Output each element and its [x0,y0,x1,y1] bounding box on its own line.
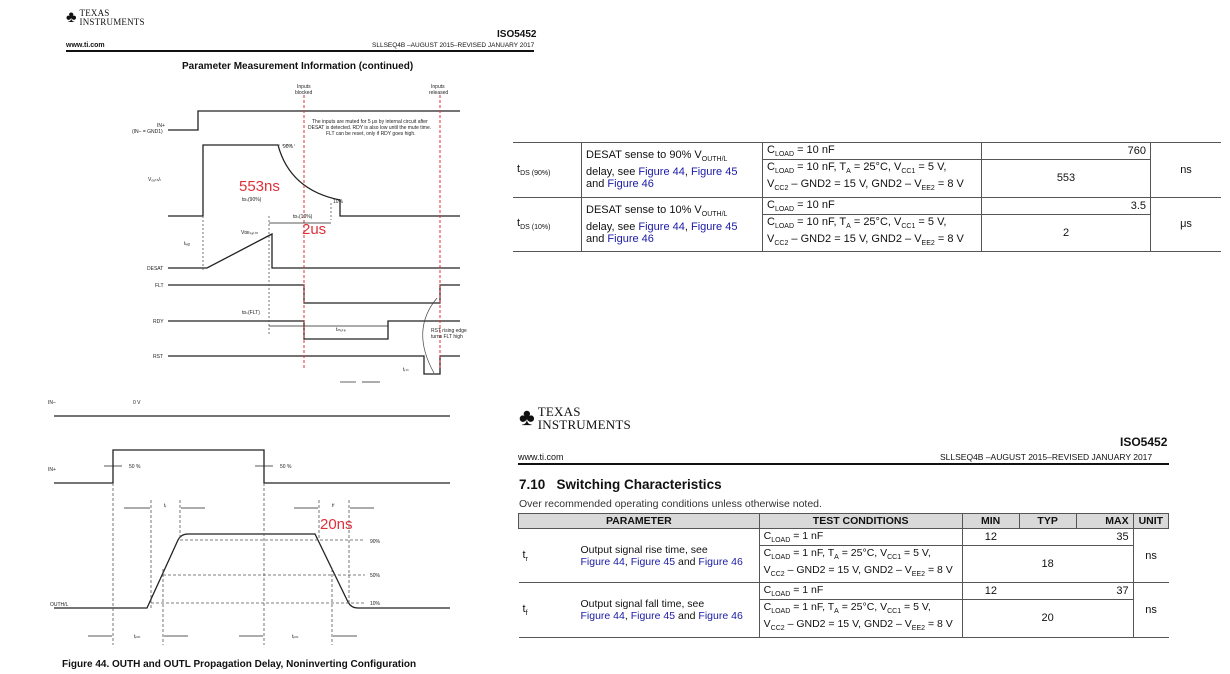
ti-logo: ♣ TEXAS INSTRUMENTS [519,404,631,432]
in-plus-label: IN+ [157,123,165,129]
svg-text:90%: 90% [283,144,294,150]
vouth-label: Vₒᵤₜₕ/ₗ [148,177,161,183]
rdy-trace [168,321,460,339]
svg-text:(IN– = GND1): (IN– = GND1) [132,129,163,135]
svg-text:tₘᵤₜₑ: tₘᵤₜₑ [336,327,346,333]
param-description: DESAT sense to 90% $V_{OUTH/L}$ delay, see Figure 44, Figure 45 and Figure 46 [582,143,763,198]
test-condition: $C_{LOAD} = 1$ nF, $T_A = 25^\circ C$, $V_{CC1} = 5$ V, $V_{CC2} - GND2 = 15$ V, $GND2 - V_{EE2} = 8$ V [759,600,962,637]
rst-note: RST rising edge [431,328,467,334]
desat-timing-diagram [0,70,500,390]
svg-text:0 V: 0 V [133,400,141,406]
table-row [513,143,1221,160]
annotation-2us: 2us [302,221,327,238]
unit: ns [1133,529,1168,583]
test-condition: $C_{LOAD} = 10$ nF, $T_A = 25^\circ C$, $V_{CC1} = 5$ V, $V_{CC2} - GND2 = 15$ V, $GND2 - V_{EE2} = 8$ V [763,160,982,197]
in-plus-label: IN+ [48,467,56,473]
col-header: MIN [962,514,1019,529]
svg-text:blocked: blocked [295,90,313,96]
switching-characteristics-table [518,513,1169,638]
desat-trace [168,234,460,268]
svg-text:Vᴅᴇₛₐₜₜₕ: Vᴅᴇₛₐₜₜₕ [241,230,259,236]
svg-text:10%: 10% [370,601,381,607]
test-condition: $C_{LOAD} = 1$ nF, $T_A = 25^\circ C$, $V_{CC1} = 5$ V, $V_{CC2} - GND2 = 15$ V, $GND2 - V_{EE2} = 8$ V [759,546,962,583]
svg-text:turns FLT high: turns FLT high [431,334,463,340]
rdy-label: RDY [153,319,164,325]
inputs-blocked-label: Inputs [297,84,311,90]
max-value: 37 [1076,583,1133,600]
svg-text:tᴅₛ(90%): tᴅₛ(90%) [242,197,262,203]
svg-text:90%: 90% [370,539,381,545]
table-row [519,583,1169,600]
max-value: 3.5 [982,197,1151,214]
figure-44-link[interactable]: Figure 44 [638,166,685,179]
typ-value: 18 [962,546,1133,583]
website-link[interactable]: www.ti.com [518,452,564,462]
test-condition: $C_{LOAD} = 10$ nF [763,143,982,160]
ti-logo [66,9,145,27]
figure-45-link[interactable]: Figure 45 [691,166,738,179]
website-link[interactable]: www.ti.com [66,42,105,49]
svg-text:tₚₕₗ: tₚₕₗ [292,634,299,640]
desat-label: DESAT [147,266,164,272]
test-condition: $C_{LOAD} = 1$ nF [759,583,962,600]
col-header: MAX [1076,514,1133,529]
typ-value: 20 [962,600,1133,637]
figure-45-link[interactable]: Figure 45 [691,220,738,233]
param-symbol: $t_{DS (90\%)}$ [513,143,582,198]
param-description: Output signal rise time, see Figure 44, Figure 45 and Figure 46 [577,529,760,583]
figure-45-link[interactable]: Figure 45 [630,555,676,568]
figure-caption: Figure 44. OUTH and OUTL Propagation Delay, Noninverting Configuration [62,659,417,670]
test-condition: $C_{LOAD} = 10$ nF, $T_A = 25^\circ C$, $V_{CC1} = 5$ V, $V_{CC2} - GND2 = 15$ V, $GND2 - V_{EE2} = 8$ V [763,214,982,251]
rst-label: RST [153,354,163,360]
brand-line2: INSTRUMENTS [79,17,145,27]
svg-text:10%: 10% [333,199,344,205]
header-rule [518,463,1169,465]
param-description: Output signal fall time, see Figure 44, Figure 45 and Figure 46 [577,583,760,637]
min-value: 12 [962,529,1019,546]
rst-trace [168,356,460,374]
svg-text:tₚₗₕ: tₚₗₕ [134,634,141,640]
param-description: DESAT sense to 10% $V_{OUTH/L}$ delay, see Figure 44, Figure 45 and Figure 46 [582,197,763,252]
brand-line1: TEXAS [79,8,110,18]
param-symbol: $t_f$ [519,583,577,637]
col-header: TEST CONDITIONS [759,514,962,529]
svg-text:released: released [429,90,449,96]
ti-chip-icon: ♣ [519,404,535,431]
section-note: Over recommended operating conditions unless otherwise noted. [519,498,822,510]
flt-label: FLT [155,283,164,289]
propagation-delay-diagram [0,395,470,655]
mute-note: The inputs are muted for 5 μs by internal circuit after [312,119,428,125]
figure-46-link[interactable]: Figure 46 [698,555,743,568]
svg-text:tᵣ: tᵣ [164,503,167,509]
min-value: 12 [962,583,1019,600]
table-row [513,197,1221,214]
outhl-label: OUTH/L [50,602,69,608]
svg-text:tᶠ: tᶠ [332,503,335,509]
figure-46-link[interactable]: Figure 46 [698,609,743,622]
section-title: 7.10 Switching Characteristics [519,477,722,492]
table-header-row [519,514,1169,529]
section-title: Parameter Measurement Information (continued) [182,61,414,72]
unit: ns [1151,143,1222,198]
vouth-trace [168,145,460,216]
typ-value: 2 [982,214,1151,251]
figure-46-link[interactable]: Figure 46 [607,178,654,191]
svg-text:tₗₑᵦ: tₗₑᵦ [184,241,191,247]
svg-text:50%: 50% [370,573,381,579]
svg-text:50 %: 50 % [129,464,141,470]
col-header: TYP [1019,514,1076,529]
test-condition: $C_{LOAD} = 1$ nF [759,529,962,546]
figure-44-link[interactable]: Figure 44 [580,555,625,568]
figure-44-link[interactable]: Figure 44 [638,220,685,233]
unit: μs [1151,197,1222,252]
doc-id: SLLSEQ4B –AUGUST 2015–REVISED JANUARY 2017 [372,42,535,49]
ti-chip-icon: ♣ [66,9,77,26]
inputs-released-label: Inputs [431,84,445,90]
figure-45-link[interactable]: Figure 45 [630,609,676,622]
typ-value: 553 [982,160,1151,197]
svg-text:tᴅₛ(FLT): tᴅₛ(FLT) [242,310,260,316]
col-header: PARAMETER [519,514,760,529]
test-condition: $C_{LOAD} = 10$ nF [763,197,982,214]
figure-44-link[interactable]: Figure 44 [580,609,625,622]
svg-text:FLT can be reset, only if RDY: FLT can be reset, only if RDY goes high. [326,131,416,137]
in-plus-trace [54,450,450,483]
param-symbol: $t_r$ [519,529,577,583]
annotation-20ns: 20ns [320,516,353,533]
doc-id: SLLSEQ4B –AUGUST 2015–REVISED JANUARY 2017 [940,452,1153,462]
svg-text:50 %: 50 % [280,464,292,470]
desat-delay-table [513,142,1221,252]
svg-text:DESAT is detected. RDY is also: DESAT is detected. RDY is also low until the mute time. [308,125,432,131]
figure-46-link[interactable]: Figure 46 [607,232,654,245]
header-rule [66,50,534,52]
col-header: UNIT [1133,514,1168,529]
part-number: ISO5452 [1120,435,1168,449]
unit: ns [1133,583,1168,637]
flt-trace [168,285,460,303]
in-minus-label: IN– [48,400,56,406]
svg-text:tᵣₛₜ: tᵣₛₜ [403,367,409,373]
svg-text:tᴅₛ(10%): tᴅₛ(10%) [293,214,313,220]
annotation-553ns: 553ns [239,178,280,195]
max-value: 35 [1076,529,1133,546]
param-symbol: $t_{DS (10\%)}$ [513,197,582,252]
max-value: 760 [982,143,1151,160]
table-row [519,529,1169,546]
part-number: ISO5452 [497,29,537,40]
